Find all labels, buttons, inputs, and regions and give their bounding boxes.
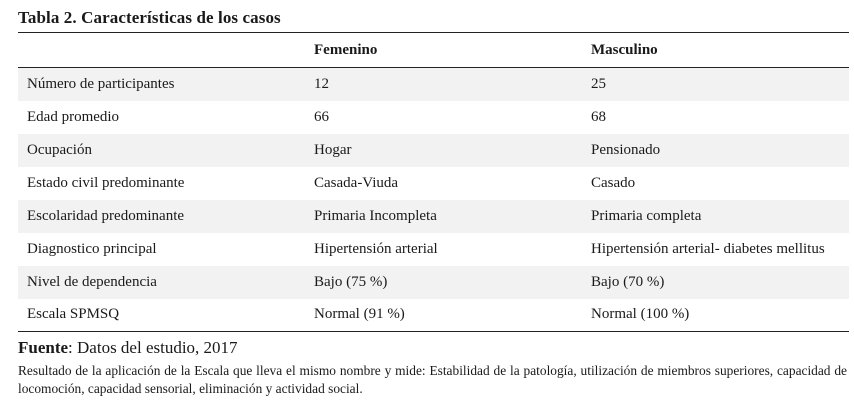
source-line — [18, 338, 238, 358]
cell-femenino: Normal (91 %) — [314, 299, 591, 332]
cell-masculino: Primaria completa — [591, 207, 702, 224]
cell-femenino: 12 — [314, 75, 329, 92]
table-row — [18, 266, 849, 299]
header-femenino: Femenino — [314, 33, 591, 68]
cell-masculino: 25 — [591, 75, 606, 92]
row-label: Escolaridad predominante — [27, 207, 185, 224]
cell-femenino: 66 — [314, 108, 329, 125]
table-header-row — [18, 33, 849, 68]
table-row — [18, 134, 849, 167]
cell-femenino: Bajo (75 %) — [314, 273, 388, 290]
row-label: Diagnostico principal — [27, 240, 157, 257]
table-row — [18, 233, 849, 266]
row-label: Número de participantes — [27, 75, 175, 92]
table-row — [18, 200, 849, 233]
table-footnote: Resultado de la aplicación de la Escala que lleva el mismo nombre y mide: Estabilidad de la patología, utilización de miembros superiores, capacidad de locomoción, capacidad sensorial, eliminación y actividad social. — [18, 363, 847, 396]
cell-masculino: Hipertensión arterial- diabetes mellitus — [591, 240, 825, 257]
characteristics-table — [18, 32, 849, 332]
cell-femenino: Primaria Incompleta — [314, 207, 437, 224]
header-masculino: Masculino — [591, 33, 849, 68]
table-row — [18, 68, 849, 101]
header-label-column — [18, 33, 314, 68]
cell-masculino: Pensionado — [591, 141, 661, 158]
cell-masculino: 68 — [591, 108, 606, 125]
table-row — [18, 299, 849, 332]
row-label: Estado civil predominante — [27, 174, 185, 191]
row-label: Nivel de dependencia — [27, 273, 157, 290]
cell-femenino: Casada-Viuda — [314, 174, 399, 191]
source-label: Fuente — [18, 338, 69, 357]
cell-femenino: Hogar — [314, 141, 352, 158]
row-label: Escala SPMSQ — [18, 299, 314, 332]
cell-masculino: Casado — [591, 174, 636, 191]
cell-femenino: Hipertensión arterial — [314, 240, 438, 257]
row-label: Edad promedio — [27, 108, 120, 125]
table-row — [18, 167, 849, 200]
row-label: Ocupación — [27, 141, 92, 158]
table-row — [18, 101, 849, 134]
cell-masculino: Bajo (70 %) — [591, 273, 665, 290]
table-title: Tabla 2. Características de los casos — [18, 8, 281, 27]
source-text: : Datos del estudio, 2017 — [68, 338, 238, 357]
cell-masculino: Normal (100 %) — [591, 299, 849, 332]
